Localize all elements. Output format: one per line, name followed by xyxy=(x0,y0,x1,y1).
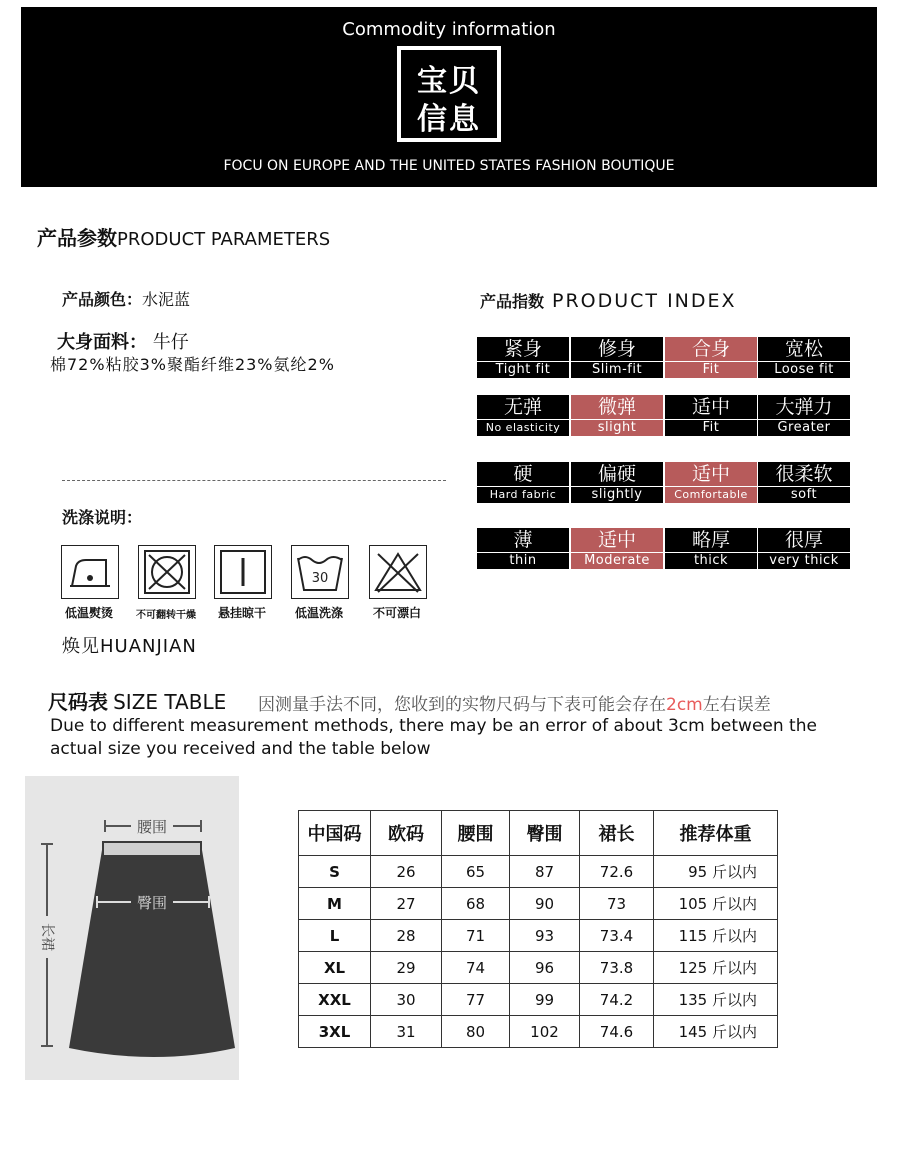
index-cell-elasticity xyxy=(477,395,569,436)
index-cell-en: thin xyxy=(477,553,569,569)
logo-line-2: 信息 xyxy=(417,102,481,137)
table-row xyxy=(299,952,778,984)
size-table xyxy=(298,810,778,1048)
table-cell: 3XL xyxy=(299,1016,371,1048)
table-cell: 102 xyxy=(510,1016,580,1048)
index-cell-cn: 微弹 xyxy=(571,395,663,419)
brand-name: 焕见HUANJIAN xyxy=(62,636,197,657)
size-note-after: 左右误差 xyxy=(702,695,771,715)
index-cell-en: slight xyxy=(571,420,663,436)
size-title-en: SIZE TABLE xyxy=(113,690,227,714)
care-label: 不可漂白 xyxy=(372,606,421,620)
size-note-highlight: 2cm xyxy=(666,695,703,715)
index-cell-thickness xyxy=(477,528,569,569)
index-title-en: PRODUCT INDEX xyxy=(552,290,737,312)
index-cell-en: Loose fit xyxy=(758,362,850,378)
table-cell: 73.4 xyxy=(580,920,654,952)
iron-low-temp-icon xyxy=(61,545,119,599)
table-cell: 73 xyxy=(580,888,654,920)
index-title-cn: 产品指数 xyxy=(480,292,545,311)
skirt-diagram xyxy=(25,776,239,1080)
index-cell-fit xyxy=(571,337,663,378)
table-cell: XL xyxy=(299,952,371,984)
index-cell-fit xyxy=(665,337,757,378)
banner-top-text: Commodity information xyxy=(342,19,556,40)
wash-temp-badge: 30 xyxy=(311,571,329,586)
size-note-before: 因测量手法不同，您收到的实物尺码与下表可能会存在 xyxy=(258,695,666,715)
size-title xyxy=(48,686,226,715)
fabric-label: 大身面料： xyxy=(57,332,147,353)
index-cell-cn: 薄 xyxy=(477,528,569,552)
care-label: 悬挂晾干 xyxy=(217,606,266,620)
table-cell: 90 xyxy=(510,888,580,920)
table-cell: L xyxy=(299,920,371,952)
table-cell: 115 斤以内 xyxy=(654,920,778,952)
wash-title: 洗涤说明： xyxy=(62,508,143,527)
table-cell: 71 xyxy=(442,920,510,952)
index-cell-en: Fit xyxy=(665,420,757,436)
table-cell: 96 xyxy=(510,952,580,984)
index-cell-cn: 适中 xyxy=(665,462,757,486)
table-cell: 26 xyxy=(371,856,442,888)
table-cell: 105 斤以内 xyxy=(654,888,778,920)
no-bleach-icon xyxy=(369,545,427,599)
params-title xyxy=(37,222,330,251)
index-cell-en: Slim-fit xyxy=(571,362,663,378)
index-cell-thickness xyxy=(665,528,757,569)
index-cell-cn: 偏硬 xyxy=(571,462,663,486)
table-cell: 27 xyxy=(371,888,442,920)
color-label: 产品颜色： xyxy=(62,290,143,309)
index-cell-en: No elasticity xyxy=(477,420,569,436)
table-cell: XXL xyxy=(299,984,371,1016)
table-cell: 29 xyxy=(371,952,442,984)
color-row xyxy=(62,287,190,310)
table-cell: 93 xyxy=(510,920,580,952)
index-cell-cn: 略厚 xyxy=(665,528,757,552)
header-cell: 欧码 xyxy=(371,811,442,856)
table-row xyxy=(299,888,778,920)
table-cell: 125 斤以内 xyxy=(654,952,778,984)
table-cell: 68 xyxy=(442,888,510,920)
index-cell-en: Moderate xyxy=(571,553,663,569)
index-cell-cn: 无弹 xyxy=(477,395,569,419)
table-cell: 145 斤以内 xyxy=(654,1016,778,1048)
header-cell: 中国码 xyxy=(299,811,371,856)
table-cell: 135 斤以内 xyxy=(654,984,778,1016)
index-cell-en: soft xyxy=(758,487,850,503)
index-cell-en: Hard fabric xyxy=(477,487,569,503)
table-row xyxy=(299,920,778,952)
index-cell-cn: 大弹力 xyxy=(758,395,850,419)
logo-line-1: 宝贝 xyxy=(417,64,481,99)
color-value: 水泥蓝 xyxy=(142,290,191,309)
index-cell-thickness xyxy=(758,528,850,569)
index-cell-cn: 合身 xyxy=(665,337,757,361)
table-cell: 31 xyxy=(371,1016,442,1048)
index-cell-cn: 适中 xyxy=(665,395,757,419)
disclaimer-line-1: Due to different measurement methods, there may be an error of about 3cm between the xyxy=(50,716,817,736)
length-label: 长裙 xyxy=(39,923,55,951)
size-note xyxy=(258,690,771,715)
header-cell: 裙长 xyxy=(580,811,654,856)
index-cell-cn: 宽松 xyxy=(758,337,850,361)
index-cell-cn: 很厚 xyxy=(758,528,850,552)
care-label: 不可翻转干燥 xyxy=(136,610,196,621)
hang-dry-icon xyxy=(214,545,272,599)
no-tumble-dry-icon xyxy=(138,545,196,599)
table-cell: 65 xyxy=(442,856,510,888)
header-banner xyxy=(21,7,877,187)
table-cell: 74.2 xyxy=(580,984,654,1016)
table-row xyxy=(299,984,778,1016)
index-cell-hardness xyxy=(758,462,850,503)
index-cell-en: Greater xyxy=(758,420,850,436)
index-cell-cn: 硬 xyxy=(477,462,569,486)
index-cell-fit xyxy=(477,337,569,378)
banner-bottom-text: FOCU ON EUROPE AND THE UNITED STATES FASHION BOUTIQUE xyxy=(223,158,675,174)
table-cell: 95 斤以内 xyxy=(654,856,778,888)
table-cell: 28 xyxy=(371,920,442,952)
fabric-row xyxy=(57,328,189,354)
size-title-cn: 尺码表 xyxy=(48,690,108,714)
params-title-en: PRODUCT PARAMETERS xyxy=(117,229,331,250)
index-cell-en: Tight fit xyxy=(477,362,569,378)
index-title xyxy=(480,289,737,312)
index-cell-en: Comfortable xyxy=(665,487,757,503)
table-row xyxy=(299,856,778,888)
table-cell: 74.6 xyxy=(580,1016,654,1048)
header-cell: 腰围 xyxy=(442,811,510,856)
header-cell: 推荐体重 xyxy=(654,811,778,856)
care-label: 低温洗涤 xyxy=(294,606,343,620)
index-cell-elasticity xyxy=(665,395,757,436)
table-cell: 73.8 xyxy=(580,952,654,984)
index-cell-cn: 很柔软 xyxy=(758,462,850,486)
index-cell-cn: 紧身 xyxy=(477,337,569,361)
index-cell-hardness xyxy=(477,462,569,503)
header-cell: 臀围 xyxy=(510,811,580,856)
index-cell-cn: 修身 xyxy=(571,337,663,361)
index-cell-fit xyxy=(758,337,850,378)
index-cell-en: Fit xyxy=(665,362,757,378)
index-cell-en: thick xyxy=(665,553,757,569)
index-cell-thickness xyxy=(571,528,663,569)
index-cell-elasticity xyxy=(758,395,850,436)
table-cell: 74 xyxy=(442,952,510,984)
table-cell: 80 xyxy=(442,1016,510,1048)
disclaimer-line-2: actual size you received and the table below xyxy=(50,739,431,759)
table-cell: 30 xyxy=(371,984,442,1016)
table-cell: 77 xyxy=(442,984,510,1016)
hip-label: 臀围 xyxy=(136,894,168,912)
composition: 棉72%粘胶3%聚酯纤维23%氨纶2% xyxy=(50,355,335,374)
table-cell: 72.6 xyxy=(580,856,654,888)
waist-label: 腰围 xyxy=(136,818,168,836)
divider xyxy=(62,480,446,481)
table-cell: M xyxy=(299,888,371,920)
table-cell: 99 xyxy=(510,984,580,1016)
table-cell: 87 xyxy=(510,856,580,888)
index-cell-en: very thick xyxy=(758,553,850,569)
table-row xyxy=(299,1016,778,1048)
care-label: 低温熨烫 xyxy=(64,606,113,620)
size-table-header xyxy=(299,811,778,856)
index-cell-hardness xyxy=(665,462,757,503)
wash-30-icon xyxy=(291,545,349,599)
index-cell-elasticity xyxy=(571,395,663,436)
index-cell-hardness xyxy=(571,462,663,503)
table-cell: S xyxy=(299,856,371,888)
fabric-value: 牛仔 xyxy=(152,332,189,353)
index-cell-cn: 适中 xyxy=(571,528,663,552)
params-title-cn: 产品参数 xyxy=(37,226,117,250)
index-cell-en: slightly xyxy=(571,487,663,503)
logo-box xyxy=(397,46,501,142)
